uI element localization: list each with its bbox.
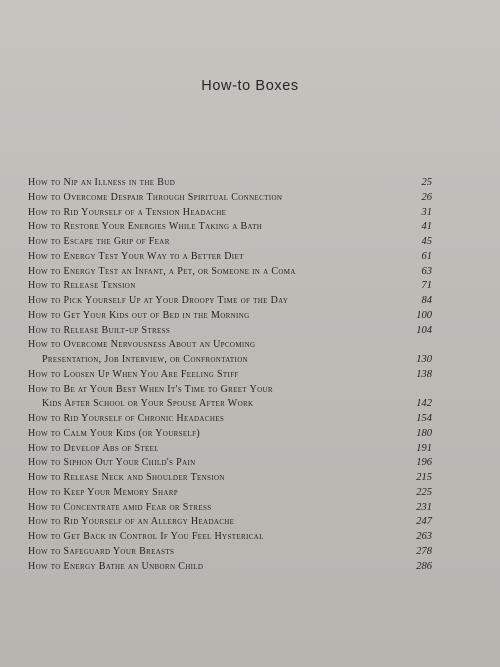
entry-page-number: 263 — [416, 531, 432, 542]
entry-title: How to Rid Yourself of Chronic Headaches — [28, 413, 225, 424]
entry-page-number: 154 — [416, 413, 432, 424]
contents-entry — [28, 412, 432, 427]
contents-entry — [28, 191, 432, 206]
contents-entry — [28, 294, 432, 309]
entry-title: How to Calm Your Kids (or Yourself) — [28, 427, 201, 439]
entry-title: How to Release Built-up Stress — [28, 324, 171, 336]
contents-entry — [28, 279, 432, 294]
page-title: How-to Boxes — [201, 78, 299, 94]
contents-entry — [28, 442, 432, 457]
entry-title: Presentation, Job Interview, or Confrontation — [42, 354, 249, 365]
entry-title: How to Energy Test Your Way to a Better Diet — [28, 250, 244, 262]
contents-list — [28, 176, 432, 574]
entry-page-number: 100 — [416, 309, 432, 321]
entry-title: How to Siphon Out Your Child's Pain — [28, 457, 196, 469]
entry-title: How to Get Back in Control If You Feel Hysterical — [28, 531, 264, 542]
entry-page-number: 191 — [416, 442, 432, 454]
contents-entry — [28, 530, 432, 545]
entry-page-number: 286 — [416, 560, 432, 572]
entry-page-number: 31 — [421, 206, 432, 218]
entry-title: How to Be at Your Best When It's Time to Greet Your — [28, 383, 273, 395]
contents-entry — [28, 206, 432, 221]
contents-entry — [28, 250, 432, 265]
contents-entry — [28, 265, 432, 280]
contents-entry — [28, 353, 432, 368]
entry-page-number: 41 — [421, 221, 432, 233]
contents-entry — [28, 456, 432, 471]
contents-entry — [28, 338, 432, 353]
contents-entry — [28, 235, 432, 250]
entry-title: How to Rid Yourself of a Tension Headache — [28, 206, 227, 218]
contents-entry — [28, 397, 432, 412]
entry-page-number: 138 — [416, 368, 432, 380]
entry-title: Kids After School or Your Spouse After Work — [42, 398, 254, 410]
entry-title: How to Rid Yourself of an Allergy Headache — [28, 516, 235, 528]
contents-entry — [28, 515, 432, 530]
contents-entry — [28, 427, 432, 442]
contents-entry — [28, 220, 432, 235]
entry-title: How to Energy Bathe an Unborn Child — [28, 560, 204, 572]
entry-title: How to Overcome Despair Through Spiritual Connection — [28, 191, 283, 203]
entry-title: How to Release Neck and Shoulder Tension — [28, 472, 225, 483]
entry-page-number: 130 — [416, 354, 432, 365]
entry-title: How to Overcome Nervousness About an Upcoming — [28, 339, 256, 351]
contents-entry — [28, 471, 432, 486]
contents-entry — [28, 501, 432, 516]
contents-entry — [28, 560, 432, 575]
entry-title: How to Loosen Up When You Are Feeling Stiff — [28, 368, 239, 380]
entry-page-number: 247 — [416, 516, 432, 528]
entry-title: How to Energy Test an Infant, a Pet, or Someone in a Coma — [28, 265, 296, 277]
contents-entry — [28, 486, 432, 501]
entry-page-number: 71 — [421, 280, 432, 292]
entry-title: How to Concentrate amid Fear or Stress — [28, 501, 212, 513]
entry-page-number: 196 — [416, 457, 432, 469]
entry-page-number: 278 — [416, 545, 432, 557]
contents-entry — [28, 383, 432, 398]
entry-page-number: 215 — [416, 472, 432, 483]
entry-page-number: 63 — [421, 265, 432, 277]
contents-entry — [28, 309, 432, 324]
entry-page-number: 45 — [421, 236, 432, 247]
entry-page-number: 231 — [416, 501, 432, 513]
entry-title: How to Develop Abs of Steel — [28, 442, 159, 454]
contents-entry — [28, 368, 432, 383]
entry-title: How to Pick Yourself Up at Your Droopy Time of the Day — [28, 295, 289, 306]
entry-title: How to Get Your Kids out of Bed in the Morning — [28, 309, 250, 321]
entry-page-number: 225 — [416, 486, 432, 498]
entry-page-number: 142 — [416, 398, 432, 410]
entry-title: How to Nip an Illness in the Bud — [28, 177, 176, 188]
entry-page-number: 61 — [421, 250, 432, 262]
entry-title: How to Escape the Grip of Fear — [28, 236, 170, 247]
entry-title: How to Keep Your Memory Sharp — [28, 486, 179, 498]
entry-page-number: 26 — [421, 191, 432, 203]
entry-page-number: 84 — [421, 295, 432, 306]
entry-page-number: 104 — [416, 324, 432, 336]
contents-entry — [28, 324, 432, 339]
entry-title: How to Safeguard Your Breasts — [28, 545, 175, 557]
contents-entry — [28, 545, 432, 560]
entry-page-number: 25 — [421, 177, 432, 188]
entry-title: How to Release Tension — [28, 280, 136, 292]
entry-title: How to Restore Your Energies While Taking a Bath — [28, 221, 263, 233]
contents-entry — [28, 176, 432, 191]
entry-page-number: 180 — [416, 427, 432, 439]
